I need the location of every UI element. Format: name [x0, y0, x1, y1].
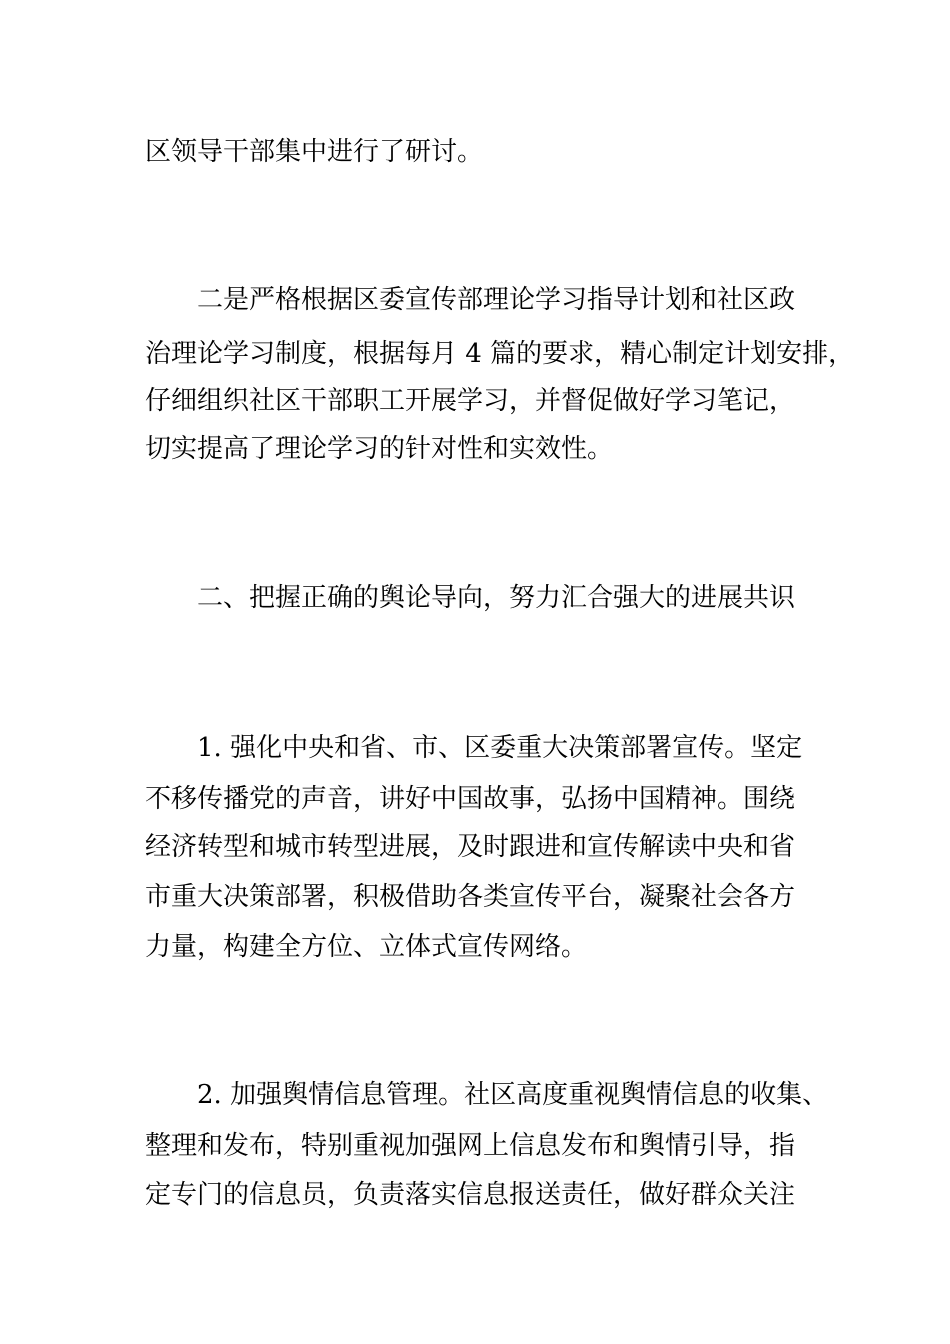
paragraph-line: 区领导干部集中进行了研讨。 [145, 137, 484, 167]
paragraph-line: 不移传播党的声音，讲好中国故事，弘扬中国精神。围绕 [145, 784, 796, 814]
section-heading: 二、把握正确的舆论导向，努力汇合强大的进展共识 [197, 583, 796, 613]
paragraph-line: 整理和发布，特别重视加强网上信息发布和舆情引导，指 [145, 1131, 796, 1161]
paragraph-line: 切实提高了理论学习的针对性和实效性。 [145, 434, 614, 464]
paragraph-line: 仔细组织社区干部职工开展学习，并督促做好学习笔记， [145, 386, 796, 416]
paragraph-line: 1. 强化中央和省、市、区委重大决策部署宣传。坚定 [197, 733, 803, 763]
paragraph-line: 二是严格根据区委宣传部理论学习指导计划和社区政 [197, 285, 796, 315]
paragraph-line: 力量，构建全方位、立体式宣传网络。 [145, 932, 588, 962]
paragraph-line: 定专门的信息员，负责落实信息报送责任，做好群众关注 [145, 1180, 796, 1210]
paragraph-line: 2. 加强舆情信息管理。社区高度重视舆情信息的收集、 [197, 1080, 829, 1110]
paragraph-line: 治理论学习制度，根据每月 4 篇的要求，精心制定计划安排， [145, 339, 855, 369]
paragraph-line: 经济转型和城市转型进展，及时跟进和宣传解读中央和省 [145, 832, 796, 862]
paragraph-line: 市重大决策部署，积极借助各类宣传平台，凝聚社会各方 [145, 882, 796, 912]
